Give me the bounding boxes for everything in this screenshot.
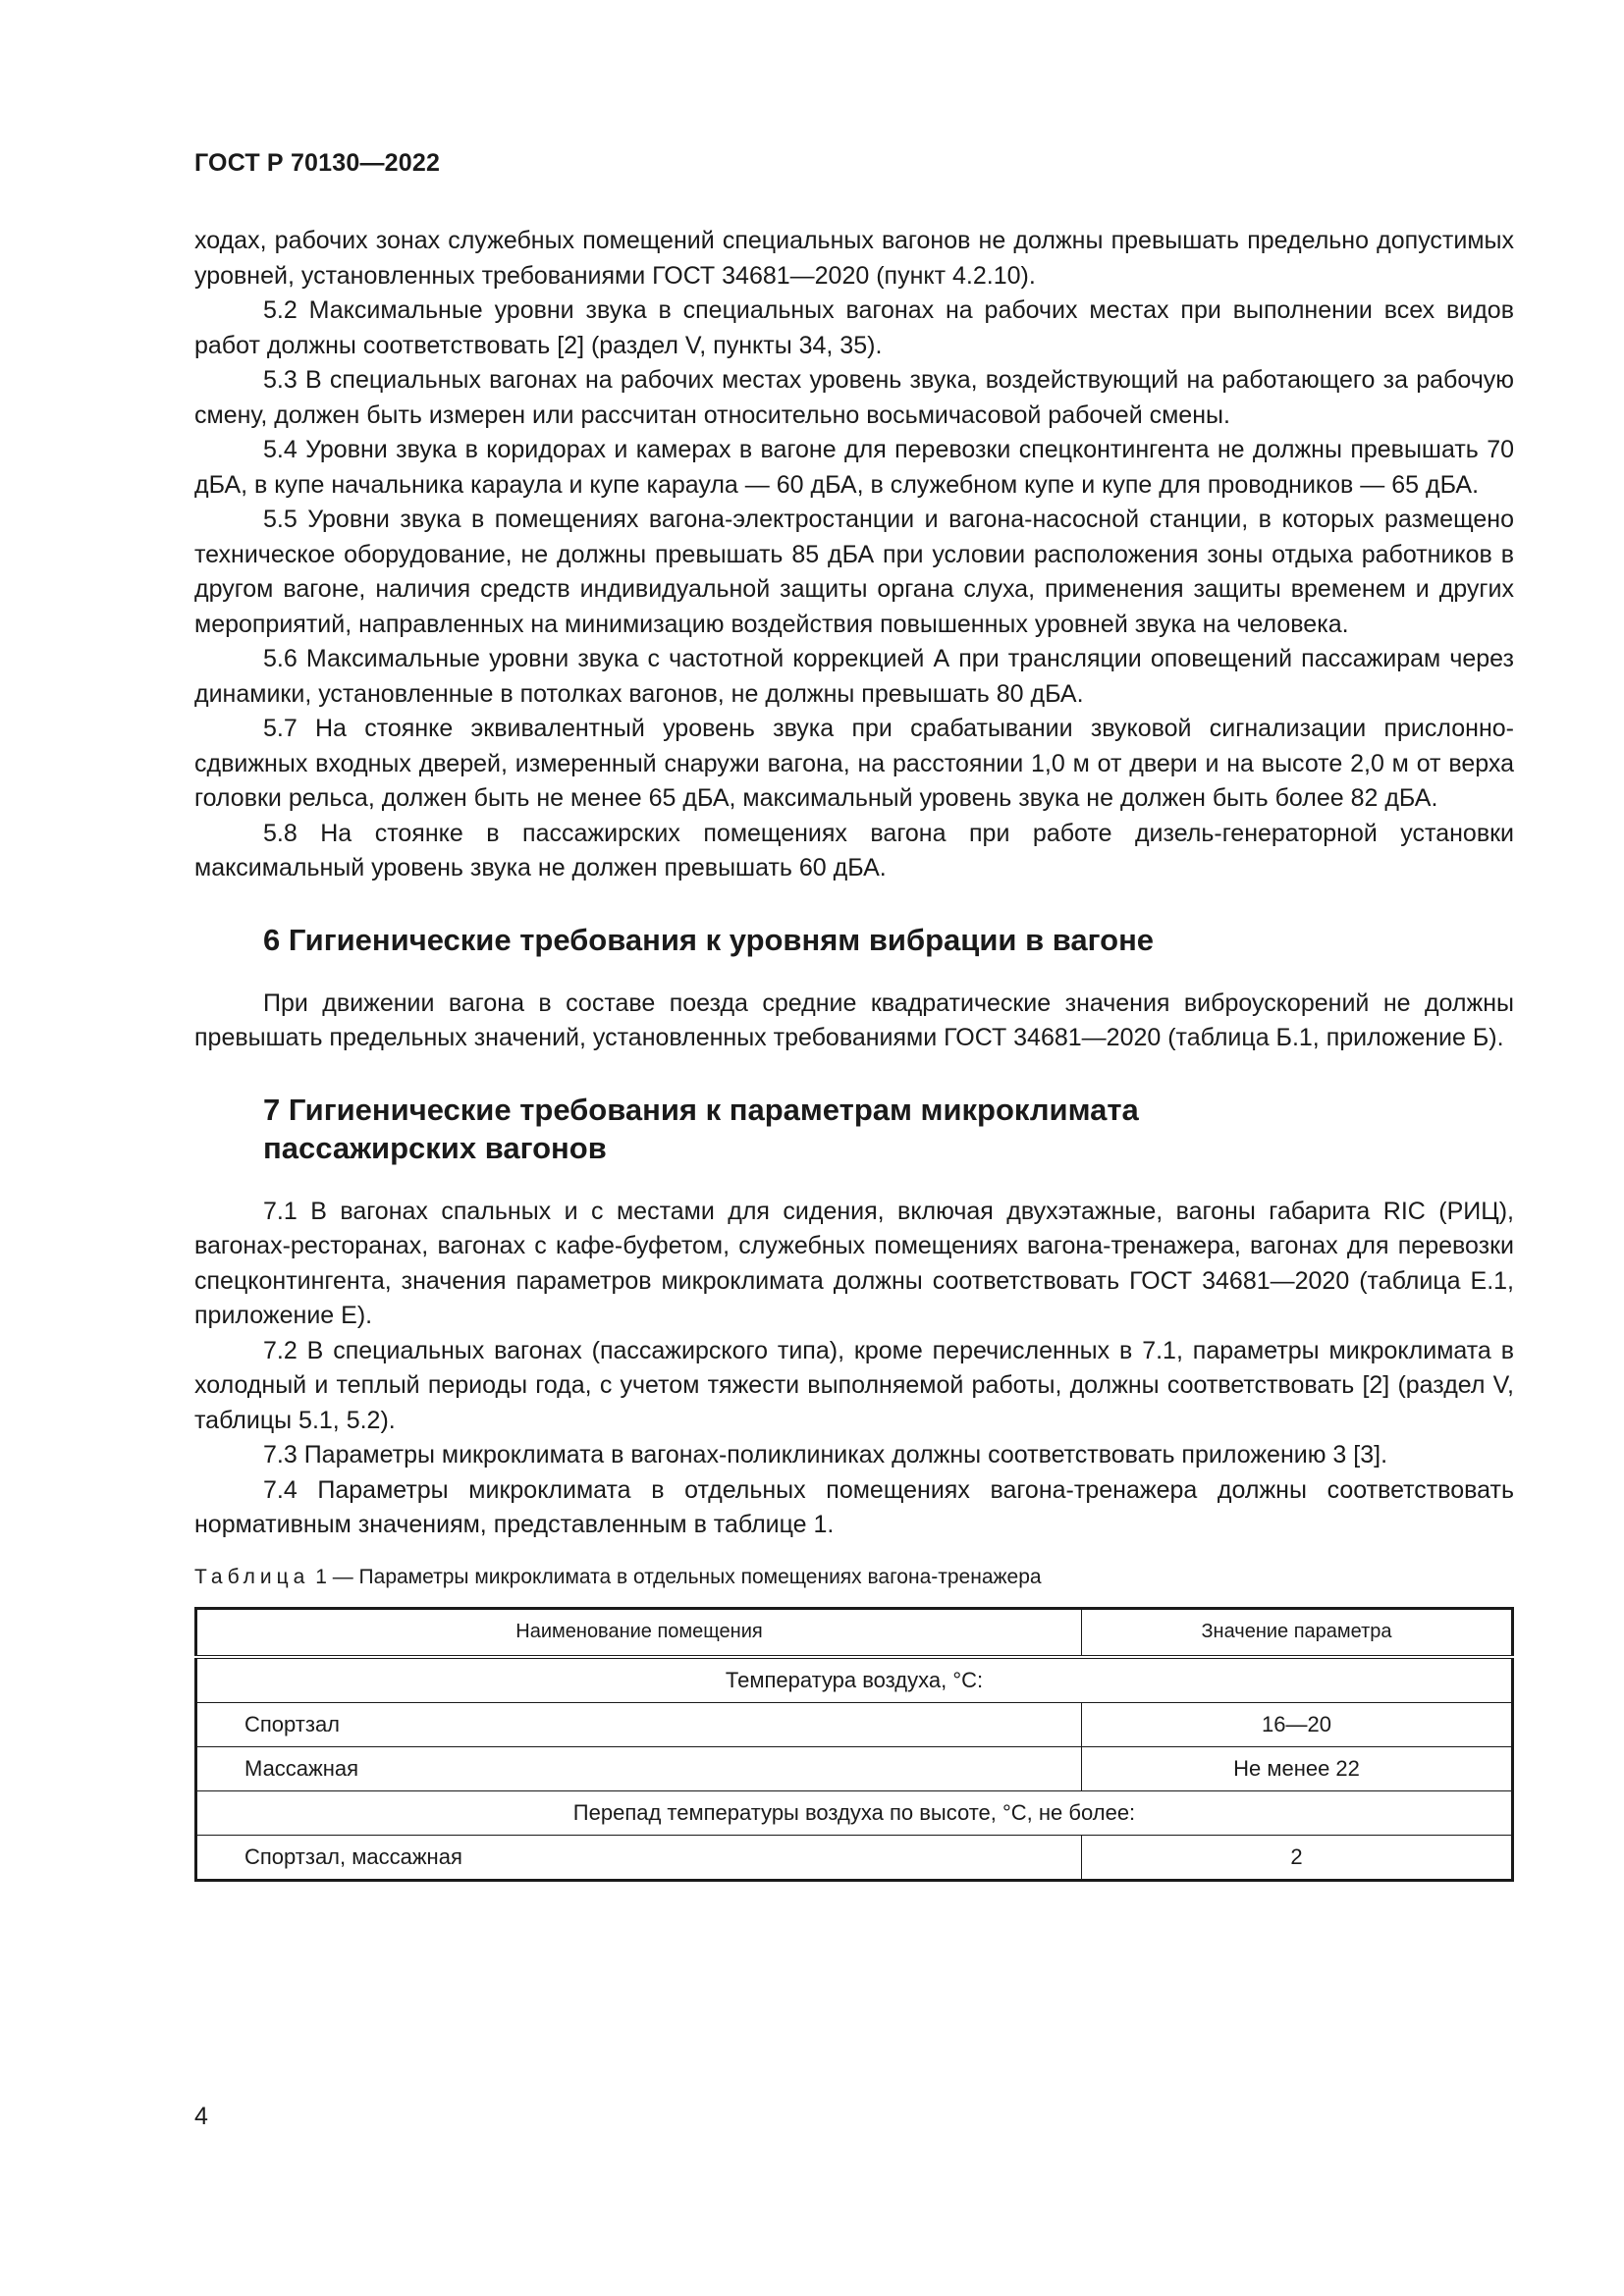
page-content xyxy=(194,224,1514,1882)
section-7-heading xyxy=(263,1091,1514,1167)
paragraph-7-2: 7.2 В специальных вагонах (пассажирского типа), кроме перечисленных в 7.1, параметры микроклимата в холодный и теплый периоды года, с учетом тяжести выполняемой работы, должны соответствовать [2] (раздел V, таблицы 5.1, 5.2). xyxy=(194,1336,1514,1434)
microclimate-table xyxy=(194,1607,1514,1882)
paragraph-continuation: ходах, рабочих зонах служебных помещений специальных вагонов не должны превышать предельно допустимых уровней, установленных требованиями ГОСТ 34681—2020 (пункт 4.2.10). xyxy=(194,227,1514,290)
group-title-temperature-gradient: Перепад температуры воздуха по высоте, °С, не более: xyxy=(196,1790,1513,1835)
document-header: ГОСТ Р 70130—2022 xyxy=(194,149,441,177)
paragraph-5-3: 5.3 В специальных вагонах на рабочих местах уровень звука, воздействующий на работающего за рабочую смену, должен быть измерен или рассчитан относительно восьмичасовой рабочей смены. xyxy=(194,366,1514,429)
table-row xyxy=(196,1835,1513,1880)
paragraph-7-1: 7.1 В вагонах спальных и с местами для сидения, включая двухэтажные, вагоны габарита RIC (РИЦ), вагонах-ресторанах, вагонах с кафе-буфетом, служебных помещениях вагона-тренажера, вагонах для перевозки спецконтингента, значения параметров микроклимата должны соответствовать ГОСТ 34681—2020 (таблица Е.1, приложение Е). xyxy=(194,1197,1514,1329)
section-6-text: При движении вагона в составе поезда средние квадратические значения виброускорений не должны превышать предельных значений, установленных требованиями ГОСТ 34681—2020 (таблица Б.1, приложение Б). xyxy=(194,988,1514,1051)
table-header-row xyxy=(196,1608,1513,1657)
table-caption-label: Таблица xyxy=(194,1565,310,1588)
paragraph-5-4: 5.4 Уровни звука в коридорах и камерах в вагоне для перевозки спецконтингента не должны превышать 70 дБА, в купе начальника караула и купе караула — 60 дБА, в служебном купе и купе для проводников — 65 дБА. xyxy=(194,436,1514,499)
table-group-row xyxy=(196,1657,1513,1703)
param-value-cell: Не менее 22 xyxy=(1082,1746,1513,1790)
param-value-cell: 2 xyxy=(1082,1835,1513,1880)
section-7-heading-line2: пассажирских вагонов xyxy=(263,1130,607,1165)
group-title-temperature: Температура воздуха, °С: xyxy=(196,1657,1513,1703)
room-name-cell: Спортзал xyxy=(196,1702,1082,1746)
table-caption-number: 1 xyxy=(315,1565,327,1588)
page-number: 4 xyxy=(194,2103,208,2130)
paragraph-5-8: 5.8 На стоянке в пассажирских помещениях вагона при работе дизель-генераторной установки максимальный уровень звука не должен превышать 60 дБА. xyxy=(194,819,1514,881)
paragraph-5-7: 5.7 На стоянке эквивалентный уровень звука при срабатывании звуковой сигнализации прислонно-сдвижных входных дверей, измеренный снаружи вагона, на расстоянии 1,0 м от двери и на высоте 2,0 м от верха головки рельса, должен быть не менее 65 дБА, максимальный уровень звука не должен быть более 82 дБА. xyxy=(194,715,1514,812)
paragraph-7-3: 7.3 Параметры микроклимата в вагонах-поликлиниках должны соответствовать приложению 3 [3]. xyxy=(263,1441,1388,1468)
table-caption-text: — Параметры микроклимата в отдельных помещениях вагона-тренажера xyxy=(332,1565,1042,1588)
column-header-room: Наименование помещения xyxy=(196,1608,1082,1657)
paragraph-5-2: 5.2 Максимальные уровни звука в специальных вагонах на рабочих местах при выполнении всех видов работ должны соответствовать [2] (раздел V, пункты 34, 35). xyxy=(194,296,1514,359)
room-name-cell: Массажная xyxy=(196,1746,1082,1790)
table-group-row xyxy=(196,1790,1513,1835)
section-6-heading: 6 Гигиенические требования к уровням вибрации в вагоне xyxy=(263,922,1155,957)
table-row xyxy=(196,1702,1513,1746)
section-7-heading-line1: 7 Гигиенические требования к параметрам микроклимата xyxy=(263,1092,1139,1127)
param-value-cell: 16—20 xyxy=(1082,1702,1513,1746)
paragraph-5-5: 5.5 Уровни звука в помещениях вагона-электростанции и вагона-насосной станции, в которых размещено техническое оборудование, не должны превышать 85 дБА при условии расположения зоны отдыха работников в другом вагоне, наличия средств индивидуальной защиты органа слуха, применения защиты временем и других мероприятий, направленных на минимизацию воздействия повышенных уровней звука на человека. xyxy=(194,506,1514,638)
room-name-cell: Спортзал, массажная xyxy=(196,1835,1082,1880)
paragraph-7-4: 7.4 Параметры микроклимата в отдельных помещениях вагона-тренажера должны соответствовать нормативным значениям, представленным в таблице 1. xyxy=(194,1475,1514,1538)
column-header-value: Значение параметра xyxy=(1082,1608,1513,1657)
paragraph-5-6: 5.6 Максимальные уровни звука с частотной коррекцией А при трансляции оповещений пассажирам через динамики, установленные в потолках вагонов, не должны превышать 80 дБА. xyxy=(194,645,1514,708)
table-row xyxy=(196,1746,1513,1790)
table-caption xyxy=(194,1563,1514,1592)
